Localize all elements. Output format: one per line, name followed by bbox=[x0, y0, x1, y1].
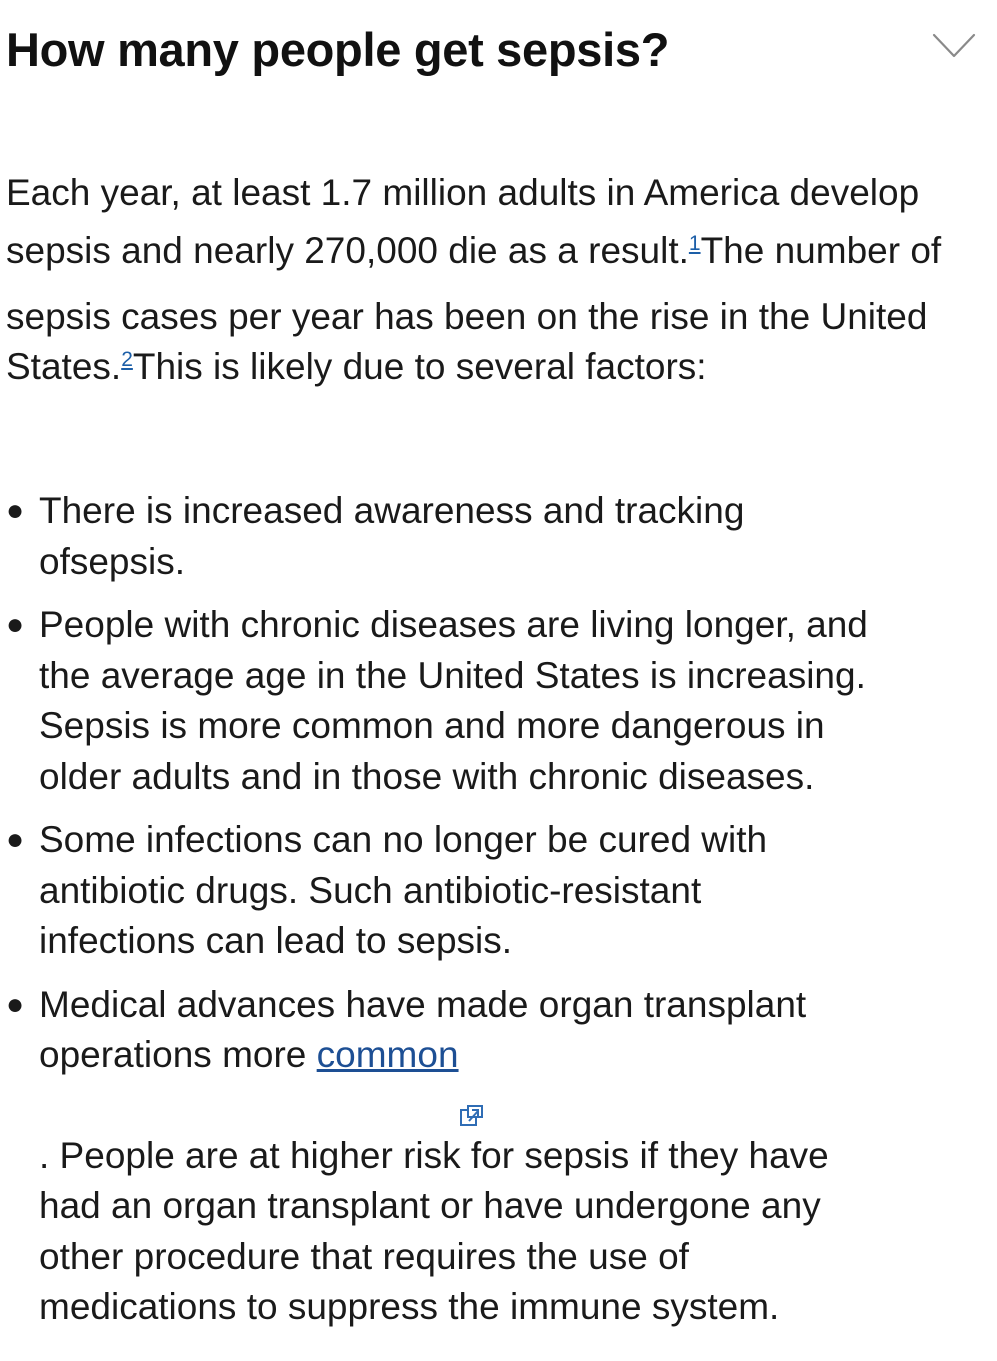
chevron-down-icon[interactable] bbox=[929, 28, 979, 64]
list-item-line: . People are at higher risk for sepsis if they have bbox=[39, 1134, 829, 1176]
intro-text: This is likely due to several factors: bbox=[132, 346, 707, 387]
section-title: How many people get sepsis? bbox=[6, 23, 670, 76]
intro-text: sepsis and nearly 270,000 die as a result. bbox=[6, 230, 689, 271]
intro-line bbox=[6, 342, 986, 392]
list-item-text: operations more bbox=[39, 1034, 317, 1075]
list-item bbox=[0, 486, 980, 587]
list-item-line: the average age in the United States is increasing. bbox=[39, 654, 866, 696]
list-item bbox=[0, 980, 980, 1333]
bullet-icon: ● bbox=[6, 987, 25, 1021]
factors-list bbox=[0, 486, 980, 1333]
list-item-line: infections can lead to sepsis. bbox=[39, 920, 513, 961]
footnote-ref-2[interactable]: 2 bbox=[121, 348, 133, 371]
intro-line: sepsis cases per year has been on the rise in the United bbox=[6, 296, 928, 337]
list-item-line: medications to suppress the immune system. bbox=[39, 1286, 780, 1327]
list-item-line: Some infections can no longer be cured with bbox=[39, 819, 768, 860]
intro-line bbox=[6, 226, 986, 276]
external-link-row bbox=[39, 1081, 980, 1131]
list-item-line: Medical advances have made organ transplant bbox=[39, 983, 807, 1025]
bullet-icon: ● bbox=[6, 608, 25, 641]
list-item-line: ofsepsis. bbox=[39, 540, 186, 582]
footnote-ref-1[interactable]: 1 bbox=[688, 232, 701, 255]
list-item-line: Sepsis is more common and more dangerous in bbox=[39, 705, 825, 746]
list-item-line bbox=[39, 1030, 980, 1081]
intro-line: Each year, at least 1.7 million adults in America develop bbox=[6, 172, 920, 213]
intro-paragraph bbox=[6, 160, 986, 392]
bullet-icon: ● bbox=[6, 823, 25, 856]
list-item-line: People with chronic diseases are living longer, and bbox=[39, 604, 868, 645]
intro-text: The number of bbox=[700, 230, 942, 271]
bullet-icon: ● bbox=[6, 494, 25, 527]
external-link-icon[interactable] bbox=[459, 1091, 485, 1115]
intro-text: States. bbox=[6, 346, 122, 387]
list-item-line: had an organ transplant or have undergone any bbox=[39, 1185, 821, 1226]
common-link[interactable]: common bbox=[316, 1034, 459, 1075]
list-item-line: There is increased awareness and tracking bbox=[39, 490, 745, 531]
list-item-line: other procedure that requires the use of bbox=[39, 1235, 689, 1277]
list-item bbox=[0, 600, 980, 802]
list-item-line: older adults and in those with chronic diseases. bbox=[39, 755, 815, 797]
list-item-line: antibiotic drugs. Such antibiotic-resistant bbox=[39, 869, 702, 911]
section-header[interactable] bbox=[0, 0, 997, 110]
list-item bbox=[0, 815, 980, 967]
